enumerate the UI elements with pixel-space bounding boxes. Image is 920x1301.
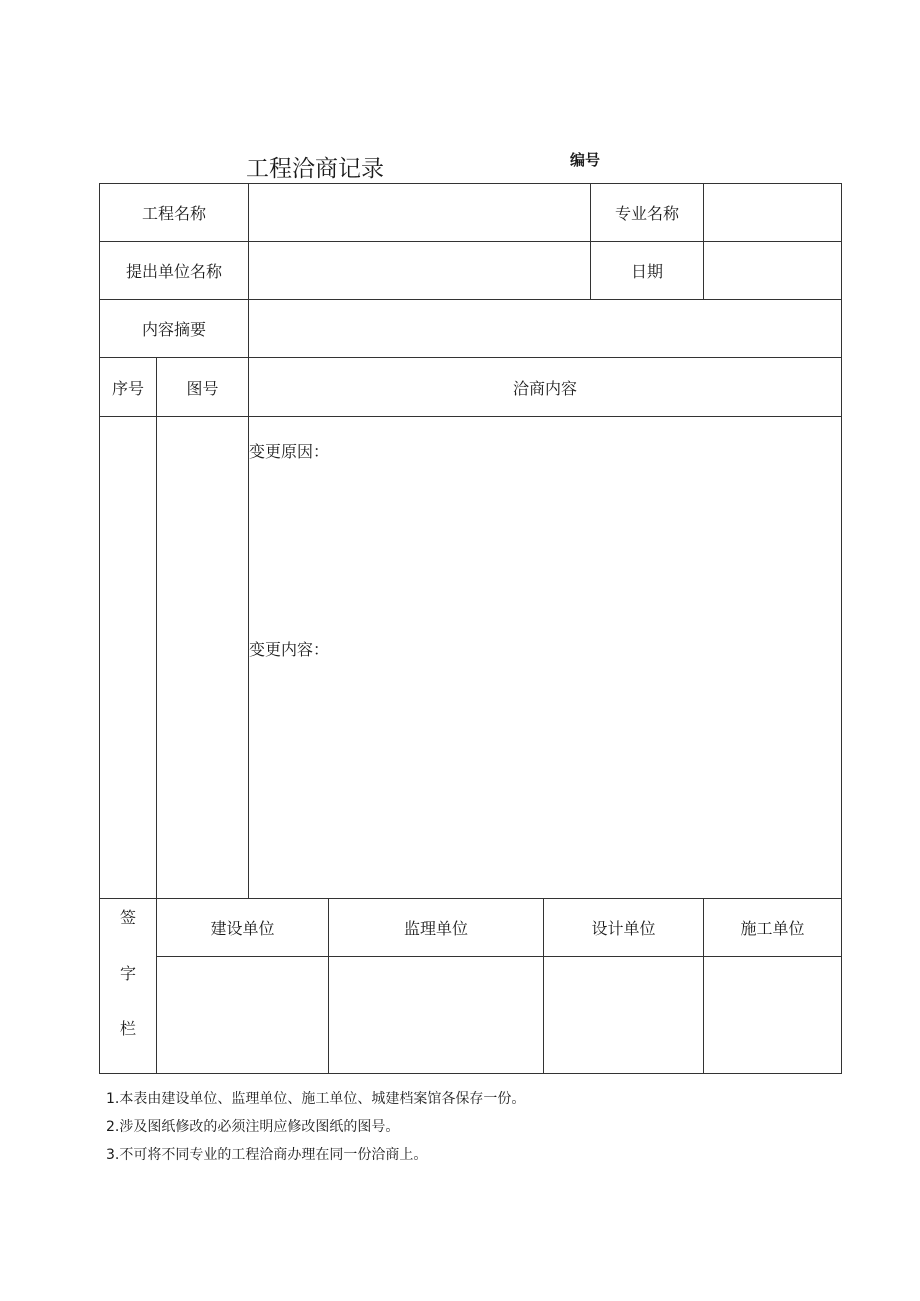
signature-field-contractor[interactable] [704,957,842,1074]
date-label: 日期 [591,242,704,300]
note-2: 2.涉及图纸修改的必须注明应修改图纸的图号。 [106,1119,400,1135]
signature-field-design[interactable] [544,957,704,1074]
unit-label-design: 设计单位 [544,899,704,957]
negotiation-content-field[interactable] [249,417,842,899]
document-title: 工程洽商记录 [246,156,384,182]
row-summary [100,300,842,358]
row-content-header [100,358,842,417]
seq-label: 序号 [100,358,157,417]
note-1: 1.本表由建设单位、监理单位、施工单位、城建档案馆各保存一份。 [106,1091,526,1107]
change-content-label: 变更内容： [249,640,330,659]
date-field[interactable] [704,242,842,300]
specialty-field[interactable] [704,184,842,242]
row-signature-header [100,899,842,957]
notes [106,1085,525,1169]
signature-char-1: 签 [119,908,136,927]
negotiation-form-table [99,183,842,1074]
note-3: 3.不可将不同专业的工程洽商办理在同一份洽商上。 [106,1147,428,1163]
row-submit-unit [100,242,842,300]
seq-field[interactable] [100,417,157,899]
drawing-no-field[interactable] [157,417,249,899]
signature-char-3: 栏 [119,1019,136,1038]
row-content-body [100,417,842,899]
specialty-label: 专业名称 [591,184,704,242]
change-reason-label: 变更原因： [249,442,330,461]
signature-field-construction[interactable] [157,957,329,1074]
unit-label-supervision: 监理单位 [329,899,544,957]
project-name-field[interactable] [249,184,591,242]
summary-field[interactable] [249,300,842,358]
negotiation-content-label: 洽商内容 [249,358,842,417]
row-project-name [100,184,842,242]
row-signature-body [100,957,842,1074]
submit-unit-label: 提出单位名称 [100,242,249,300]
summary-label: 内容摘要 [100,300,249,358]
unit-label-contractor: 施工单位 [704,899,842,957]
signature-column-label [100,899,157,1074]
signature-field-supervision[interactable] [329,957,544,1074]
unit-label-construction: 建设单位 [157,899,329,957]
number-label: 编号 [570,151,601,169]
drawing-no-label: 图号 [157,358,249,417]
project-name-label: 工程名称 [100,184,249,242]
submit-unit-field[interactable] [249,242,591,300]
signature-char-2: 字 [119,963,136,983]
